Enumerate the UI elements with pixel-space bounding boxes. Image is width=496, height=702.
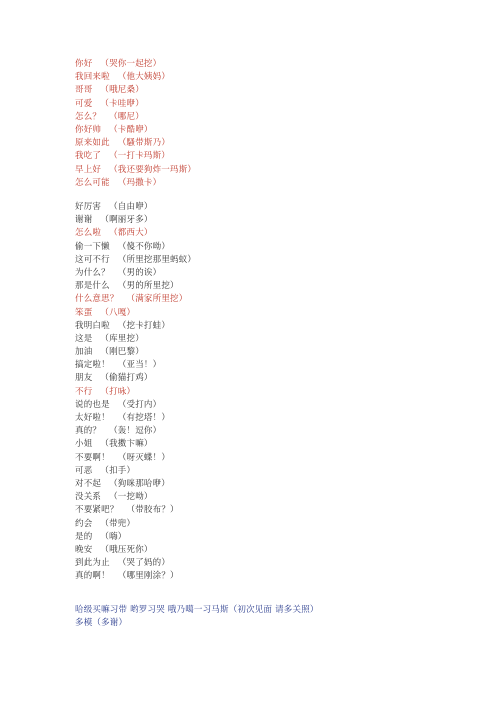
phrase-term: 多模（多谢） bbox=[75, 618, 128, 629]
phrase-term: 不行 bbox=[75, 386, 93, 397]
phrase-pronunciation: （库里挖） bbox=[100, 333, 144, 344]
phrase-pronunciation: （八嘎） bbox=[100, 307, 136, 318]
phrase-line bbox=[75, 617, 475, 630]
phrase-term: 对不起 bbox=[75, 478, 102, 489]
phrase-term: 这可不行 bbox=[75, 254, 110, 265]
phrase-pronunciation: （騷带斯乃） bbox=[117, 138, 171, 149]
phrase-term: 可爱 bbox=[75, 98, 93, 109]
phrase-pronunciation: （自由咿） bbox=[109, 202, 153, 212]
phrase-line bbox=[75, 570, 475, 583]
phrase-pronunciation: （哪里刚涂？） bbox=[117, 571, 179, 582]
phrase-term: 哥哥 bbox=[75, 85, 93, 96]
phrase-term: 偷一下懒 bbox=[75, 241, 110, 252]
phrase-term: 我明白啦 bbox=[75, 320, 110, 331]
phrase-term: 笨蛋 bbox=[75, 307, 93, 318]
phrase-term: 怎么？ bbox=[75, 111, 102, 122]
phrase-term: 加油 bbox=[75, 347, 93, 358]
phrase-pronunciation: （我还要狗炸一玛斯） bbox=[109, 164, 197, 175]
phrase-line bbox=[75, 372, 475, 385]
phrase-line bbox=[75, 333, 475, 346]
phrase-term: 真的？ bbox=[75, 426, 102, 437]
phrase-pronunciation: （有挖塔！） bbox=[117, 413, 171, 423]
phrase-pronunciation: （我擞卞嘛） bbox=[100, 439, 153, 450]
phrase-line bbox=[75, 412, 475, 425]
phrase-line bbox=[75, 84, 475, 97]
phrase-term: 太好啦！ bbox=[75, 413, 110, 423]
phrase-pronunciation: （满家所里挖） bbox=[126, 294, 188, 305]
phrase-term: 怎么啦 bbox=[75, 228, 102, 239]
phrase-term: 到此为止 bbox=[75, 558, 110, 569]
phrase-term: 你好帅 bbox=[75, 124, 102, 135]
phrase-pronunciation: （男的所里挖） bbox=[117, 281, 179, 292]
phrase-term: 小姐 bbox=[75, 439, 93, 450]
phrase-term: 为什么？ bbox=[75, 267, 110, 278]
phrase-term: 是的 bbox=[75, 531, 93, 542]
phrase-line bbox=[75, 307, 475, 320]
phrase-line bbox=[75, 164, 475, 177]
phrase-line bbox=[75, 254, 475, 267]
phrase-line bbox=[75, 557, 475, 570]
phrase-line bbox=[75, 177, 475, 190]
phrase-pronunciation: （都西大） bbox=[109, 228, 153, 239]
phrase-line bbox=[75, 478, 475, 491]
phrase-pronunciation: （傻不你呦） bbox=[117, 241, 171, 252]
phrase-term: 真的啊！ bbox=[75, 571, 110, 582]
phrase-line bbox=[75, 346, 475, 359]
phrase-line bbox=[75, 386, 475, 399]
phrase-line bbox=[75, 150, 475, 163]
phrase-term: 朋友 bbox=[75, 373, 93, 384]
phrase-line bbox=[75, 241, 475, 254]
phrase-pronunciation: （哪尼） bbox=[109, 111, 144, 122]
phrase-pronunciation: （哦压死你） bbox=[100, 544, 153, 555]
phrase-list-section-2 bbox=[75, 201, 475, 583]
phrase-line bbox=[75, 280, 475, 293]
phrase-term: 搞定啦！ bbox=[75, 360, 110, 371]
phrase-pronunciation: （哦尼桑） bbox=[100, 85, 144, 96]
phrase-line bbox=[75, 359, 475, 372]
phrase-line bbox=[75, 452, 475, 465]
phrase-term: 可恶 bbox=[75, 465, 93, 476]
phrase-line bbox=[75, 111, 475, 124]
phrase-list-section-3 bbox=[75, 604, 475, 630]
phrase-term: 原来如此 bbox=[75, 138, 110, 149]
phrase-term: 不要紧吧？ bbox=[75, 505, 119, 516]
phrase-pronunciation: （呀灭蝶！） bbox=[117, 452, 171, 463]
phrase-term: 约会 bbox=[75, 518, 93, 529]
phrase-line bbox=[75, 544, 475, 557]
phrase-line bbox=[75, 214, 475, 227]
phrase-term: 早上好 bbox=[75, 164, 102, 175]
phrase-term: 什么意思？ bbox=[75, 294, 119, 305]
phrase-pronunciation: （亚当！） bbox=[117, 360, 162, 371]
phrase-line bbox=[75, 438, 475, 451]
phrase-term: 说的也是 bbox=[75, 399, 110, 410]
phrase-line bbox=[75, 201, 475, 214]
phrase-pronunciation: （扣手） bbox=[100, 465, 136, 476]
phrase-pronunciation: （刚巴黎） bbox=[100, 347, 144, 358]
phrase-pronunciation: （嗨） bbox=[100, 531, 127, 542]
phrase-term: 晚安 bbox=[75, 544, 93, 555]
phrase-line bbox=[75, 71, 475, 84]
phrase-pronunciation: （轰！逗你） bbox=[109, 426, 162, 437]
phrase-line bbox=[75, 518, 475, 531]
phrase-pronunciation: （啊丽牙多） bbox=[100, 215, 153, 226]
phrase-line bbox=[75, 465, 475, 478]
phrase-pronunciation: （打咏） bbox=[100, 386, 136, 397]
phrase-line bbox=[75, 98, 475, 111]
phrase-line bbox=[75, 531, 475, 544]
phrase-term: 哈级买嘛习带 哟罗习哭 哦乃噶一习马斯（初次见面 请多关照） bbox=[75, 605, 319, 615]
phrase-line bbox=[75, 267, 475, 280]
phrase-term: 没关系 bbox=[75, 492, 102, 503]
phrase-line bbox=[75, 137, 475, 150]
phrase-pronunciation: （男的诶） bbox=[117, 267, 162, 278]
phrase-pronunciation: （偷猫打鸡） bbox=[100, 373, 153, 384]
phrase-line bbox=[75, 227, 475, 240]
phrase-pronunciation: （带胶布？） bbox=[126, 505, 179, 516]
phrase-line bbox=[75, 425, 475, 438]
phrase-term: 你好 bbox=[75, 59, 93, 69]
phrase-pronunciation: （哭了妈的） bbox=[117, 558, 171, 569]
phrase-list-section-1 bbox=[75, 58, 475, 190]
phrase-pronunciation: （卡酷咿） bbox=[109, 124, 153, 135]
phrase-term: 这是 bbox=[75, 333, 93, 344]
phrase-pronunciation: （狗咪那哈咿） bbox=[109, 478, 171, 489]
phrase-pronunciation: （哭你一起挖） bbox=[100, 59, 162, 69]
phrase-line bbox=[75, 124, 475, 137]
phrase-line bbox=[75, 58, 475, 71]
phrase-pronunciation: （受打内） bbox=[117, 399, 162, 410]
phrase-term: 怎么可能 bbox=[75, 177, 110, 188]
phrase-pronunciation: （一打卡玛斯） bbox=[109, 151, 171, 162]
phrase-term: 那是什么 bbox=[75, 281, 110, 292]
phrase-line bbox=[75, 504, 475, 517]
phrase-pronunciation: （所里挖那里蚂蚁） bbox=[117, 254, 197, 265]
phrase-term: 好厉害 bbox=[75, 202, 102, 212]
phrase-term: 我吃了 bbox=[75, 151, 102, 162]
phrase-line bbox=[75, 293, 475, 306]
phrase-term: 不要啊！ bbox=[75, 452, 110, 463]
phrase-line bbox=[75, 320, 475, 333]
phrase-line bbox=[75, 491, 475, 504]
phrase-line bbox=[75, 399, 475, 412]
phrase-term: 我回来啦 bbox=[75, 72, 110, 83]
phrase-term: 谢谢 bbox=[75, 215, 93, 226]
phrase-pronunciation: （玛撒卡） bbox=[117, 177, 162, 188]
phrase-pronunciation: （挖卡打蛙） bbox=[117, 320, 171, 331]
phrase-pronunciation: （带兜） bbox=[100, 518, 136, 529]
phrase-pronunciation: （卡哇咿） bbox=[100, 98, 144, 109]
phrase-pronunciation: （他大姨妈） bbox=[117, 72, 171, 83]
phrase-line bbox=[75, 604, 475, 617]
phrase-pronunciation: （一挖呦） bbox=[109, 492, 153, 503]
